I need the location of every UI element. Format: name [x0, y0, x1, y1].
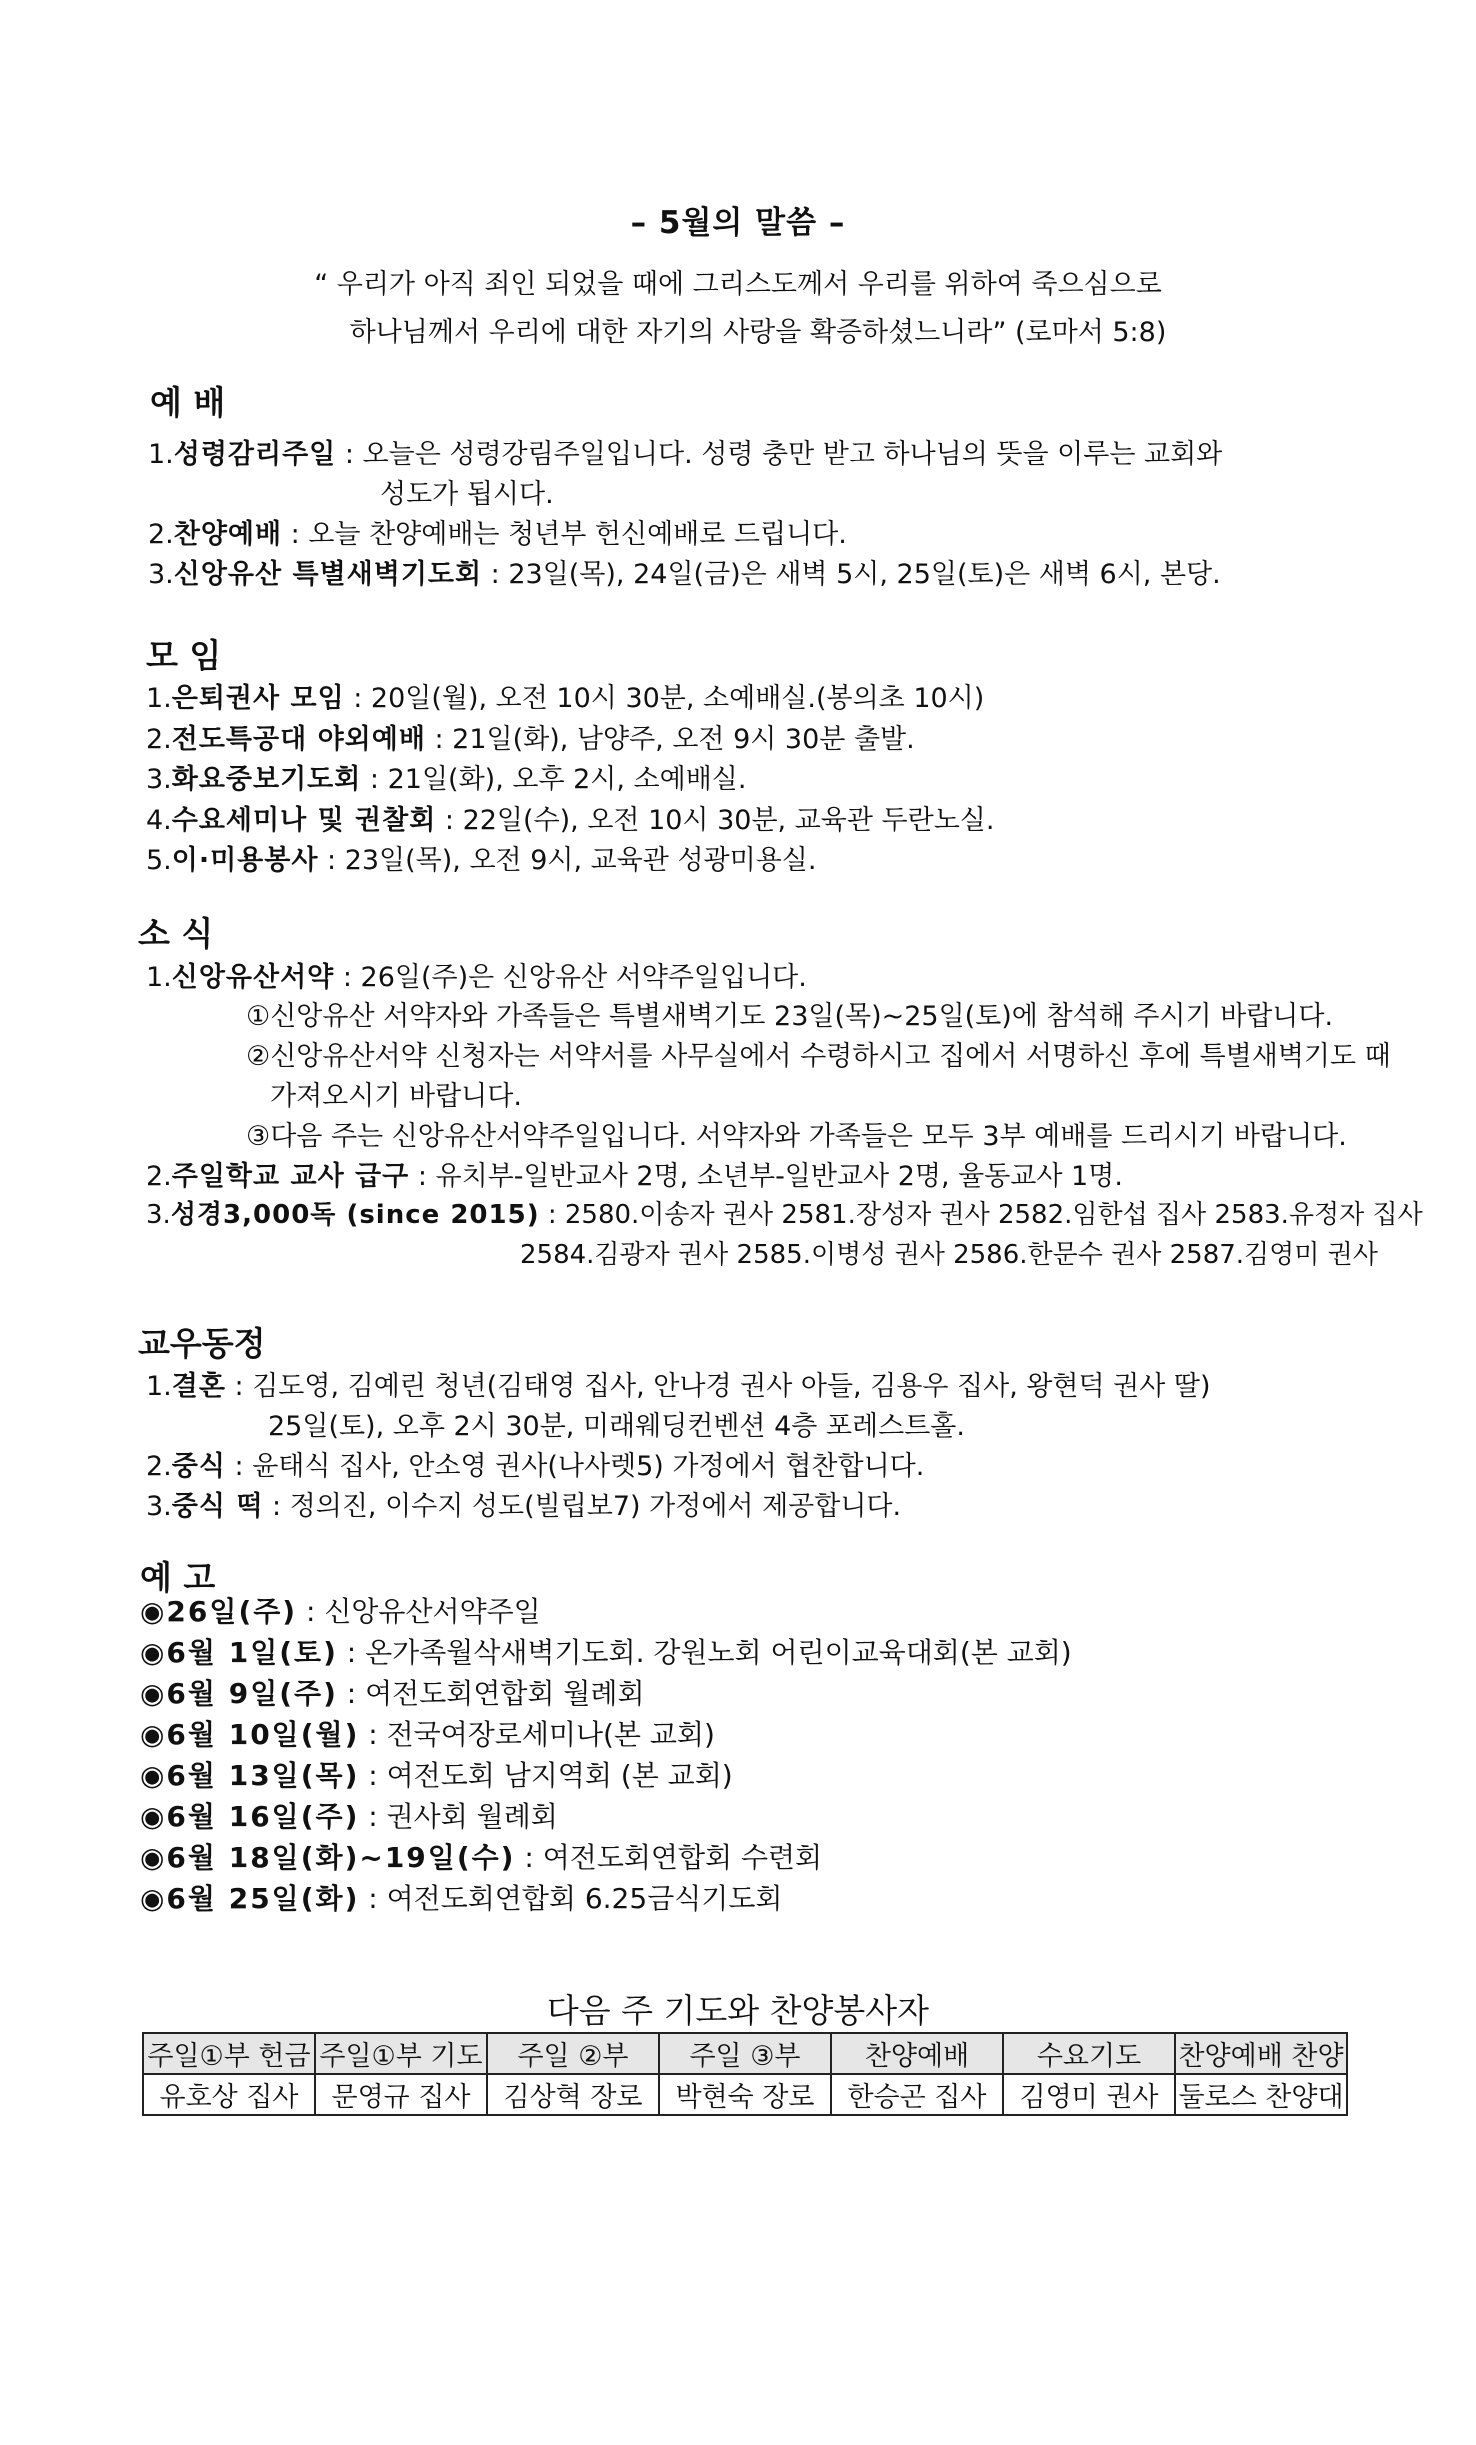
meeting-item	[146, 798, 994, 837]
verse-title: – 5월의 말씀 –	[630, 205, 846, 241]
members-item-continued: 25일(토), 오후 2시 30분, 미래웨딩컨벤션 4층 포레스트홀.	[268, 1411, 965, 1442]
item-label: 성경3,000독 (since 2015)	[170, 1200, 540, 1230]
worship-item	[148, 552, 1221, 591]
news-subitem: ③다음 주는 신앙유산서약주일입니다. 서약자와 가족들은 모두 3부 예배를 드리시기 바랍니다.	[246, 1121, 1347, 1152]
schedule-item	[140, 1877, 782, 1917]
worship-item-continued: 성도가 됩시다.	[380, 479, 554, 510]
schedule-text: : 여전도회연합회 월례회	[337, 1677, 645, 1710]
table-cell: 유호상 집사	[143, 2074, 315, 2115]
members-item	[146, 1484, 901, 1523]
item-number: 2.	[146, 724, 172, 755]
schedule-text: : 전국여장로세미나(본 교회)	[359, 1718, 715, 1751]
table-header-cell: 주일①부 기도	[315, 2033, 487, 2074]
section-members-heading: 교우동정	[138, 1324, 266, 1363]
item-number: 2.	[146, 1161, 172, 1192]
item-label: 이·미용봉사	[171, 845, 319, 876]
schedule-date: ◉6월 9일(주)	[140, 1677, 338, 1710]
meeting-item	[146, 757, 746, 796]
item-number: 2.	[146, 1451, 172, 1482]
table-cell: 김상혁 장로	[487, 2074, 659, 2115]
table-cell: 김영미 권사	[1003, 2074, 1175, 2115]
item-number: 1.	[146, 683, 172, 714]
item-text: : 21일(화), 오후 2시, 소예배실.	[361, 764, 747, 795]
item-number: 2.	[148, 519, 174, 550]
item-number: 3.	[148, 559, 174, 590]
table-header-cell: 주일 ③부	[659, 2033, 831, 2074]
news-subitem: ②신앙유산서약 신청자는 서약서를 사무실에서 수령하시고 집에서 서명하신 후에 특별새벽기도 때	[246, 1041, 1391, 1072]
item-number: 1.	[146, 1371, 172, 1402]
table-header-row	[143, 2033, 1347, 2074]
schedule-date: ◉6월 13일(목)	[140, 1759, 360, 1792]
schedule-item	[140, 1631, 1072, 1671]
item-text: : 23일(목), 24일(금)은 새벽 5시, 25일(토)은 새벽 6시, 본당.	[482, 559, 1221, 590]
item-number: 4.	[146, 805, 172, 836]
item-text: : 2580.이송자 권사 2581.장성자 권사 2582.임한섭 집사 2583.유정자 집사	[539, 1200, 1423, 1230]
members-item	[146, 1444, 924, 1483]
news-subitem: ①신앙유산 서약자와 가족들은 특별새벽기도 23일(목)~25일(토)에 참석해 주시기 바랍니다.	[246, 1001, 1334, 1032]
item-label: 성령감리주일	[173, 439, 337, 470]
item-text: : 26일(주)은 신앙유산 서약주일입니다.	[334, 962, 807, 993]
news-item	[146, 1194, 1423, 1231]
item-label: 신앙유산서약	[171, 962, 335, 993]
item-text: : 21일(화), 남양주, 오전 9시 30분 출발.	[425, 724, 915, 755]
table-cell: 한승곤 집사	[831, 2074, 1003, 2115]
verse-line-1: “ 우리가 아직 죄인 되었을 때에 그리스도께서 우리를 위하여 죽으심으로	[314, 269, 1162, 300]
item-text: : 오늘 찬양예배는 청년부 헌신예배로 드립니다.	[282, 519, 847, 550]
item-label: 중식	[171, 1451, 226, 1482]
news-subitem-continued: 가져오시기 바랍니다.	[270, 1081, 522, 1112]
table-header-cell: 찬양예배	[831, 2033, 1003, 2074]
schedule-item	[140, 1713, 715, 1753]
table-header-cell: 주일 ②부	[487, 2033, 659, 2074]
verse-line-2: 하나님께서 우리에 대한 자기의 사랑을 확증하셨느니라” (로마서 5:8)	[349, 317, 1167, 348]
item-number: 3.	[146, 1491, 172, 1522]
schedule-item	[140, 1795, 558, 1835]
news-item	[146, 1154, 1123, 1193]
table-header-cell: 찬양예배 찬양	[1175, 2033, 1347, 2074]
item-text: : 오늘은 성령강림주일입니다. 성령 충만 받고 하나님의 뜻을 이루는 교회와	[336, 439, 1223, 470]
section-meetings-heading: 모 임	[146, 636, 222, 675]
schedule-date: ◉6월 1일(토)	[140, 1636, 338, 1669]
table-row	[143, 2074, 1347, 2115]
table-cell: 문영규 집사	[315, 2074, 487, 2115]
item-text: : 23일(목), 오전 9시, 교육관 성광미용실.	[318, 845, 817, 876]
section-news-heading: 소 식	[138, 914, 214, 953]
schedule-item	[140, 1836, 822, 1876]
members-item	[146, 1364, 1211, 1403]
meeting-item	[146, 838, 816, 877]
schedule-item	[140, 1672, 645, 1712]
item-label: 화요중보기도회	[171, 764, 362, 795]
schedule-text: : 여전도회연합회 6.25금식기도회	[359, 1882, 783, 1915]
item-text: : 정의진, 이수지 성도(빌립보7) 가정에서 제공합니다.	[263, 1491, 902, 1522]
schedule-date: ◉6월 25일(화)	[140, 1882, 360, 1915]
item-text: : 22일(수), 오전 10시 30분, 교육관 두란노실.	[436, 805, 995, 836]
item-text: : 윤태식 집사, 안소영 권사(나사렛5) 가정에서 협찬합니다.	[225, 1451, 925, 1482]
schedule-item	[140, 1754, 733, 1794]
schedule-date: ◉6월 10일(월)	[140, 1718, 360, 1751]
news-item	[146, 955, 807, 994]
meeting-item	[146, 717, 915, 756]
schedule-date: ◉6월 16일(주)	[140, 1800, 360, 1833]
table-header-cell: 수요기도	[1003, 2033, 1175, 2074]
section-worship-heading: 예 배	[150, 383, 226, 422]
item-number: 3.	[146, 1200, 171, 1230]
schedule-text: : 신앙유산서약주일	[297, 1595, 541, 1628]
meeting-item	[146, 676, 984, 715]
item-number: 5.	[146, 845, 172, 876]
item-label: 찬양예배	[173, 519, 283, 550]
schedule-text: : 여전도회연합회 수련회	[515, 1841, 823, 1874]
schedule-text: : 여전도회 남지역회 (본 교회)	[359, 1759, 733, 1792]
item-text: : 김도영, 김예린 청년(김태영 집사, 안나경 권사 아들, 김용우 집사, 왕현덕 권사 딸)	[225, 1371, 1211, 1402]
item-label: 전도특공대 야외예배	[171, 724, 426, 755]
item-text: : 20일(월), 오전 10시 30분, 소예배실.(봉의초 10시)	[344, 683, 985, 714]
schedule-date: ◉6월 18일(화)~19일(수)	[140, 1841, 516, 1874]
item-number: 3.	[146, 764, 172, 795]
volunteer-table	[142, 2032, 1348, 2116]
worship-item	[148, 512, 847, 551]
item-label: 은퇴권사 모임	[171, 683, 345, 714]
item-label: 중식 떡	[171, 1491, 264, 1522]
item-label: 결혼	[171, 1371, 226, 1402]
schedule-item	[140, 1590, 541, 1630]
schedule-text: : 권사회 월례회	[359, 1800, 558, 1833]
item-label: 주일학교 교사 급구	[171, 1161, 410, 1192]
worship-item	[148, 432, 1222, 471]
news-item-continued: 2584.김광자 권사 2585.이병성 권사 2586.한문수 권사 2587.김영미 권사	[520, 1240, 1378, 1270]
section-schedule-heading: 예 고	[140, 1558, 216, 1597]
schedule-text: : 온가족월삭새벽기도회. 강원노회 어린이교육대회(본 교회)	[337, 1636, 1072, 1669]
item-label: 수요세미나 및 권찰회	[171, 805, 437, 836]
table-cell: 둘로스 찬양대	[1175, 2074, 1347, 2115]
item-number: 1.	[148, 439, 174, 470]
item-text: : 유치부-일반교사 2명, 소년부-일반교사 2명, 율동교사 1명.	[409, 1161, 1123, 1192]
item-label: 신앙유산 특별새벽기도회	[173, 559, 483, 590]
volunteer-table-title: 다음 주 기도와 찬양봉사자	[546, 1991, 930, 2030]
table-cell: 박현숙 장로	[659, 2074, 831, 2115]
table-header-cell: 주일①부 헌금	[143, 2033, 315, 2074]
item-number: 1.	[146, 962, 172, 993]
schedule-date: ◉26일(주)	[140, 1595, 298, 1628]
